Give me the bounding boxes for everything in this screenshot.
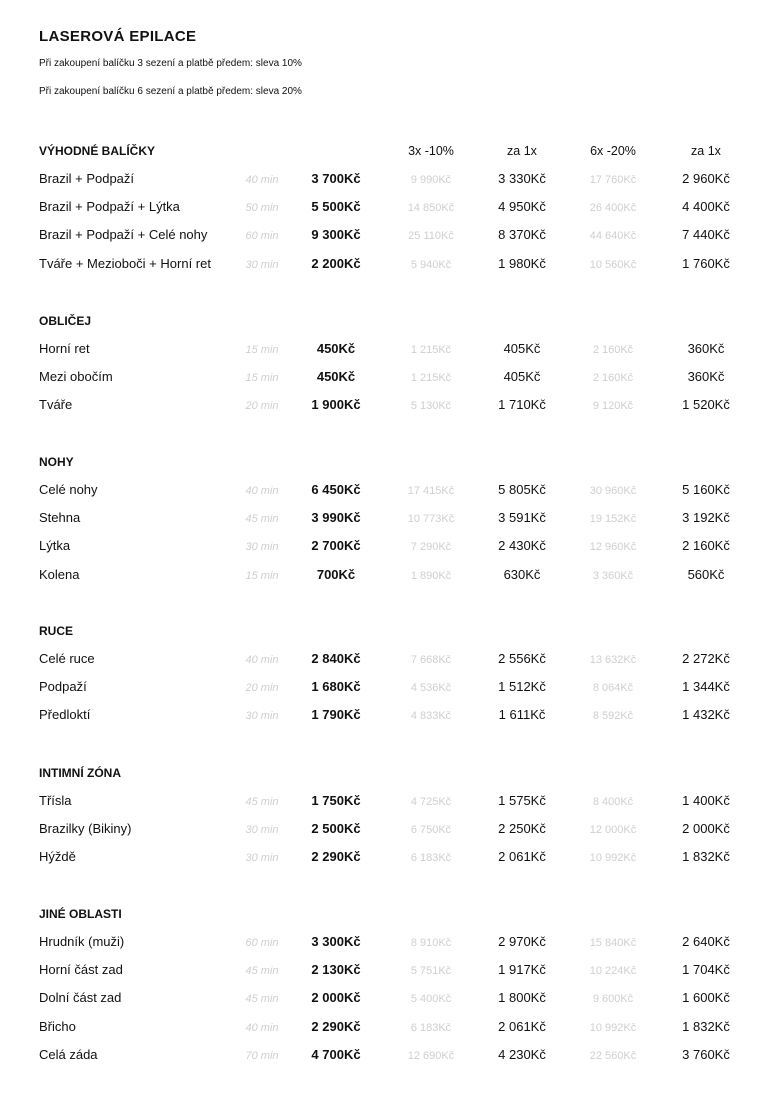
package-6-per-session: 360Kč xyxy=(687,369,725,385)
table-row xyxy=(0,368,784,396)
area-name: Celé ruce xyxy=(39,651,95,666)
package-3-per-session: 1 611Kč xyxy=(498,707,546,723)
area-name: Brazil + Podpaží + Celé nohy xyxy=(39,227,208,243)
package-3-total: 25 110Kč xyxy=(408,230,454,243)
package-6-per-session: 1 520Kč xyxy=(682,397,730,413)
table-row xyxy=(0,933,784,961)
duration: 45 min xyxy=(245,965,279,978)
table-row xyxy=(0,340,784,368)
package-3-total: 12 690Kč xyxy=(407,1049,455,1062)
package-6-total: 12 000Kč xyxy=(589,824,637,837)
page-title: LASEROVÁ EPILACE xyxy=(39,28,197,45)
section-header xyxy=(0,620,784,650)
section-title: JINÉ OBLASTI xyxy=(39,907,122,921)
package-6-total: 13 632Kč xyxy=(589,654,637,666)
package-6-per-session: 1 400Kč xyxy=(682,793,730,808)
table-row xyxy=(0,1046,784,1074)
duration: 45 min xyxy=(245,513,279,526)
package-6-total: 10 560Kč xyxy=(589,258,637,271)
price-section xyxy=(0,762,784,877)
single-price: 2 200Kč xyxy=(311,255,361,271)
package-6-total: 10 224Kč xyxy=(589,965,637,978)
package-6-per-session: 1 600Kč xyxy=(682,990,730,1006)
table-row xyxy=(0,170,784,198)
duration: 20 min xyxy=(245,682,279,695)
table-row xyxy=(0,989,784,1017)
package-6-per-session: 2 000Kč xyxy=(682,821,730,837)
single-price: 2 500Kč xyxy=(311,821,361,837)
package-3-per-session: 3 591Kč xyxy=(498,510,546,526)
package-6-total: 12 960Kč xyxy=(589,541,637,554)
single-price: 700Kč xyxy=(316,566,356,582)
package-3-total: 4 725Kč xyxy=(410,796,452,808)
single-price: 1 900Kč xyxy=(311,397,361,413)
duration: 15 min xyxy=(245,372,279,385)
section-header xyxy=(0,310,784,340)
duration: 40 min xyxy=(245,1021,279,1034)
package-3-total: 10 773Kč xyxy=(407,513,455,526)
area-name: Celé nohy xyxy=(39,482,98,497)
duration: 30 min xyxy=(245,541,279,554)
package-6-per-session: 560Kč xyxy=(687,566,725,582)
duration: 20 min xyxy=(245,400,279,413)
package-6-per-session: 2 272Kč xyxy=(682,651,730,666)
single-price: 5 500Kč xyxy=(311,199,361,215)
package-3-per-session: 8 370Kč xyxy=(498,227,546,243)
package-6-total: 8 064Kč xyxy=(592,682,634,695)
column-header: 3x -10% xyxy=(408,144,454,158)
section-header xyxy=(0,451,784,481)
single-price: 1 790Kč xyxy=(311,707,361,723)
single-price: 2 840Kč xyxy=(311,651,361,666)
package-3-total: 5 940Kč xyxy=(410,258,452,271)
single-price: 2 130Kč xyxy=(311,962,361,978)
package-6-total: 2 160Kč xyxy=(592,344,634,356)
section-title: VÝHODNÉ BALÍČKY xyxy=(39,144,156,158)
package-6-per-session: 3 760Kč xyxy=(682,1046,730,1062)
duration: 40 min xyxy=(245,654,279,666)
package-6-per-session: 1 704Kč xyxy=(682,962,730,978)
package-3-per-session: 2 250Kč xyxy=(498,821,546,837)
package-3-per-session: 5 805Kč xyxy=(498,482,546,497)
package-3-per-session: 2 556Kč xyxy=(498,651,546,666)
package-3-per-session: 4 230Kč xyxy=(498,1046,546,1062)
area-name: Brazil + Podpaží xyxy=(39,171,135,186)
area-name: Podpaží xyxy=(39,679,87,695)
package-6-total: 44 640Kč xyxy=(589,230,637,243)
package-3-total: 1 890Kč xyxy=(410,569,452,582)
package-3-per-session: 2 430Kč xyxy=(498,538,546,554)
package-3-per-session: 1 917Kč xyxy=(498,962,546,978)
single-price: 9 300Kč xyxy=(311,227,361,243)
duration: 40 min xyxy=(245,485,279,497)
package-3-per-session: 405Kč xyxy=(503,341,541,356)
package-6-per-session: 7 440Kč xyxy=(682,227,730,243)
single-price: 4 700Kč xyxy=(311,1046,361,1062)
area-name: Celá záda xyxy=(39,1046,98,1062)
table-row xyxy=(0,537,784,565)
discount-note-3: Při zakoupení balíčku 3 sezení a platbě předem: sleva 10% xyxy=(39,58,302,69)
section-title: INTIMNÍ ZÓNA xyxy=(39,766,121,780)
package-3-total: 4 536Kč xyxy=(410,682,452,695)
package-6-total: 22 560Kč xyxy=(589,1049,637,1062)
package-3-per-session: 1 800Kč xyxy=(498,990,546,1006)
package-3-total: 14 850Kč xyxy=(407,202,455,215)
single-price: 1 750Kč xyxy=(311,793,361,808)
table-row xyxy=(0,255,784,283)
package-6-per-session: 360Kč xyxy=(687,341,725,356)
price-section xyxy=(0,903,784,1074)
duration: 45 min xyxy=(245,796,279,808)
duration: 30 min xyxy=(245,710,279,723)
area-name: Lýtka xyxy=(39,538,71,554)
price-section xyxy=(0,310,784,425)
package-6-total: 15 840Kč xyxy=(589,937,637,949)
price-section xyxy=(0,140,784,283)
area-name: Třísla xyxy=(39,793,72,808)
table-row xyxy=(0,820,784,848)
package-6-total: 26 400Kč xyxy=(589,202,637,215)
single-price: 2 290Kč xyxy=(311,1018,361,1034)
discount-note-6: Při zakoupení balíčku 6 sezení a platbě předem: sleva 20% xyxy=(39,86,302,97)
area-name: Stehna xyxy=(39,510,81,526)
table-row xyxy=(0,566,784,594)
package-3-per-session: 3 330Kč xyxy=(498,171,546,186)
area-name: Dolní část zad xyxy=(39,990,122,1006)
package-6-per-session: 1 832Kč xyxy=(682,1018,730,1034)
package-6-total: 10 992Kč xyxy=(589,852,637,865)
table-row xyxy=(0,678,784,706)
table-row xyxy=(0,792,784,820)
package-3-per-session: 630Kč xyxy=(503,566,541,582)
package-3-total: 9 990Kč xyxy=(410,174,452,186)
duration: 45 min xyxy=(245,993,279,1006)
package-6-per-session: 1 344Kč xyxy=(682,679,730,695)
section-header xyxy=(0,140,784,170)
package-3-total: 6 750Kč xyxy=(410,824,452,837)
single-price: 3 990Kč xyxy=(311,510,361,526)
table-row xyxy=(0,961,784,989)
duration: 50 min xyxy=(245,202,279,215)
package-3-per-session: 2 061Kč xyxy=(498,1018,546,1034)
single-price: 2 290Kč xyxy=(311,849,361,865)
table-row xyxy=(0,396,784,424)
package-3-per-session: 1 575Kč xyxy=(498,793,546,808)
area-name: Hýždě xyxy=(39,849,76,865)
package-6-per-session: 1 760Kč xyxy=(682,255,730,271)
section-header xyxy=(0,762,784,792)
column-header: za 1x xyxy=(691,144,721,158)
area-name: Horní ret xyxy=(39,341,90,356)
package-6-total: 9 120Kč xyxy=(592,400,634,413)
section-title: RUCE xyxy=(39,624,74,638)
package-6-per-session: 2 160Kč xyxy=(682,538,730,554)
package-3-per-session: 405Kč xyxy=(503,369,541,385)
duration: 60 min xyxy=(245,937,279,949)
duration: 30 min xyxy=(245,258,279,271)
area-name: Brazilky (Bikiny) xyxy=(39,821,132,837)
area-name: Předloktí xyxy=(39,707,91,723)
single-price: 3 700Kč xyxy=(311,171,361,186)
package-6-total: 10 992Kč xyxy=(589,1021,637,1034)
duration: 15 min xyxy=(245,569,279,582)
package-6-per-session: 1 832Kč xyxy=(682,849,730,865)
duration: 60 min xyxy=(245,230,279,243)
package-3-per-session: 2 061Kč xyxy=(498,849,546,865)
price-section xyxy=(0,620,784,735)
area-name: Brazil + Podpaží + Lýtka xyxy=(39,199,180,215)
package-3-total: 5 130Kč xyxy=(410,400,452,413)
package-6-total: 8 592Kč xyxy=(592,710,634,723)
area-name: Kolena xyxy=(39,566,80,582)
table-row xyxy=(0,481,784,509)
duration: 30 min xyxy=(245,852,279,865)
table-row xyxy=(0,1018,784,1046)
section-title: OBLIČEJ xyxy=(39,314,92,328)
single-price: 3 300Kč xyxy=(311,934,361,949)
package-3-total: 1 215Kč xyxy=(410,344,452,356)
duration: 40 min xyxy=(245,174,279,186)
package-3-total: 1 215Kč xyxy=(410,372,452,385)
table-row xyxy=(0,650,784,678)
package-6-per-session: 2 960Kč xyxy=(682,171,730,186)
duration: 70 min xyxy=(245,1049,279,1062)
duration: 30 min xyxy=(245,824,279,837)
package-3-total: 6 183Kč xyxy=(410,852,452,865)
package-6-per-session: 4 400Kč xyxy=(682,199,730,215)
package-3-total: 8 910Kč xyxy=(410,937,452,949)
section-header xyxy=(0,903,784,933)
package-6-total: 3 360Kč xyxy=(592,569,634,582)
area-name: Mezi obočím xyxy=(39,369,113,385)
column-header: za 1x xyxy=(507,144,537,158)
area-name: Břicho xyxy=(39,1018,76,1034)
table-row xyxy=(0,226,784,254)
table-row xyxy=(0,509,784,537)
package-6-total: 19 152Kč xyxy=(589,513,637,526)
package-6-per-session: 5 160Kč xyxy=(682,482,730,497)
package-3-per-session: 2 970Kč xyxy=(498,934,546,949)
package-6-total: 17 760Kč xyxy=(589,174,637,186)
price-section xyxy=(0,451,784,594)
package-3-total: 17 415Kč xyxy=(407,485,455,497)
duration: 15 min xyxy=(245,344,279,356)
single-price: 2 700Kč xyxy=(311,538,361,554)
package-6-total: 30 960Kč xyxy=(589,485,637,497)
package-3-per-session: 4 950Kč xyxy=(498,199,546,215)
single-price: 1 680Kč xyxy=(311,679,361,695)
section-title: NOHY xyxy=(39,455,74,469)
package-3-per-session: 1 512Kč xyxy=(498,679,546,695)
package-3-total: 5 751Kč xyxy=(410,965,452,978)
package-6-total: 8 400Kč xyxy=(592,796,634,808)
single-price: 6 450Kč xyxy=(311,482,361,497)
single-price: 450Kč xyxy=(316,341,356,356)
column-header: 6x -20% xyxy=(590,144,636,158)
package-6-per-session: 1 432Kč xyxy=(682,707,730,723)
package-3-per-session: 1 980Kč xyxy=(498,255,546,271)
package-6-per-session: 2 640Kč xyxy=(682,934,730,949)
area-name: Tváře + Mezioboči + Horní ret xyxy=(39,255,211,271)
package-3-total: 7 290Kč xyxy=(410,541,452,554)
package-3-per-session: 1 710Kč xyxy=(498,397,546,413)
area-name: Hrudník (muži) xyxy=(39,934,125,949)
package-3-total: 4 833Kč xyxy=(410,710,452,723)
package-3-total: 5 400Kč xyxy=(410,993,452,1006)
package-6-per-session: 3 192Kč xyxy=(682,510,730,526)
area-name: Tváře xyxy=(39,397,73,413)
package-6-total: 2 160Kč xyxy=(592,372,634,385)
package-3-total: 7 668Kč xyxy=(410,654,452,666)
table-row xyxy=(0,198,784,226)
single-price: 450Kč xyxy=(316,369,356,385)
package-6-total: 9 600Kč xyxy=(592,993,634,1006)
single-price: 2 000Kč xyxy=(311,990,361,1006)
table-row xyxy=(0,848,784,876)
table-row xyxy=(0,706,784,734)
area-name: Horní část zad xyxy=(39,962,123,978)
package-3-total: 6 183Kč xyxy=(410,1021,452,1034)
